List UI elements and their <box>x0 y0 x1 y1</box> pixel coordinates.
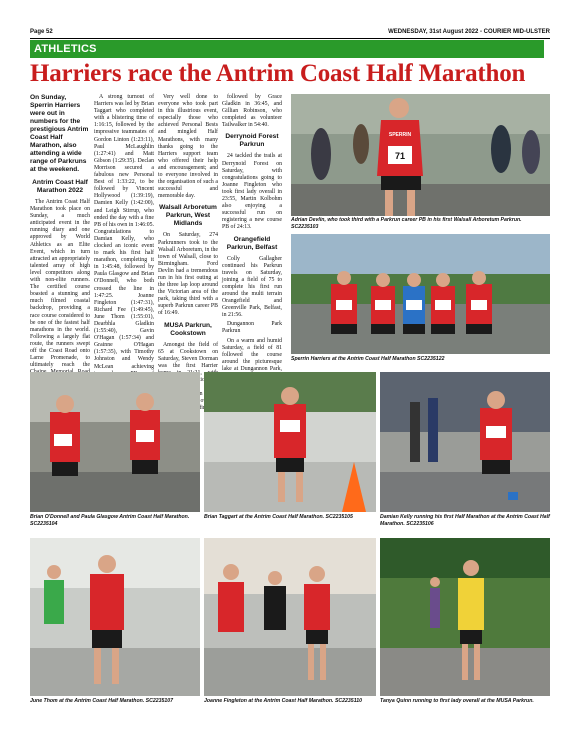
photo-brian-taggart <box>204 372 376 512</box>
photo-sperrin-group <box>291 234 550 354</box>
headline: Harriers race the Antrim Coast Half Marathon <box>30 60 526 87</box>
photo-odonnell-glasgow <box>30 372 200 512</box>
photo-caption: June Thom at the Antrim Coast Half Marathon. SC2235107 <box>30 698 174 704</box>
article-paragraph: Dungannon Park Parkrun <box>222 321 282 335</box>
article-intro: On Sunday, Sperrin Harriers were out in numbers for the prestigious Antrim Coast Half Marathon, also attending a wide range of Parkruns at the weekend. <box>30 94 89 173</box>
article-paragraph: On a warm and humid Saturday, a field of 81 followed the course around the picturesque lake at Dungannon Park, <box>222 337 282 372</box>
subhead-orangefield: Orangefield Parkrun, Belfast <box>226 235 278 251</box>
article-paragraph: followed by Grace Gladkin in 36:45, and Gillian Robinson, who completed as volunteer Tailwalker in 54:40. <box>222 94 282 129</box>
photo-caption: Joanne Fingleton at the Antrim Coast Half Marathon. SC2235110 <box>204 698 362 704</box>
runner-bib: 71 <box>394 151 406 161</box>
article-paragraph: A strong turnout of Harriers was led by Brian Taggart who completed with a blistering time of 1:16:15, followed by the impressive teammates of Gordon Linton (1:23:11), Paul McLaughlin (1:27:41) and Matt Gibson (1:29:35). Declan Morrison secured a fabulous new Personal Best of 1:33:22, to be followed by Vincent Hollywood (1:39:19), Damien Kelly (1:42:00), and Leigh Stirrup, who ended the day with a fine PB of his own in 1:46:05. Congratulations to Damian Kelly, who clocked an iconic event to mark his first half marathon, completing it in 1:45:48, followed by Paula Glasgow and Brian O'Donnell, who both crossed the line in 1:47:25. Joanne Fingleton (1:47:31), Richard Fee (1:49:45), June Thom (1:55:01), Dearbhla Gladkin (1:55:40), Gavin O'Hagan (1:57:34) and Grainne O'Hagan (1:57:35), with Timothy Johnston and Wendy McLean achieving <box>94 94 154 370</box>
photo-caption: Damian Kelly running his first Half Marathon at the Antrim Coast Half Marathon. SC2235106 <box>380 514 550 527</box>
photo-caption: Adrian Devlin, who took third with a Parkrun career PB in his first Walsall Arboretum Parkrun. SC2235103 <box>291 217 522 230</box>
vest-text: SPERRIN <box>388 132 412 138</box>
article-paragraph: Colly Gallagher continued his Parkrun travels on Saturday, joining a field of 75 to complete his first run around the multi terrain Orangefield and Greenville Park, Belfast, in 21:56. <box>222 255 282 319</box>
photo-joanne-fingleton <box>204 538 376 696</box>
page-number: Page 52 <box>30 29 53 35</box>
photo-caption: Sperrin Harriers at the Antrim Coast Half Marathon SC2235122 <box>291 356 445 362</box>
photo-caption: Brian Taggart at the Antrim Coast Half Marathon. SC2235105 <box>204 514 353 520</box>
page-header <box>30 26 550 38</box>
subhead-antrim: Antrim Coast Half Marathon 2022 <box>32 179 88 194</box>
header-rule <box>30 38 550 39</box>
section-title: ATHLETICS <box>34 43 97 55</box>
section-band <box>30 40 550 58</box>
article-column-2 <box>94 94 154 372</box>
photo-adrian-devlin <box>291 94 550 216</box>
subhead-derrynoid: Derrynoid Forest Parkrun <box>225 133 279 149</box>
article-paragraph: The Antrim Coast Half Marathon took place on Sunday, a much anticipated event in the running diary and one approved by World Athletics as an Elite Event, which in turn attracted an appropriately talented array of high level competitors along with non-elite runners. The certified course boasted a stunning and much filmed coastal backdrop, providing a race course considered to be one of the fastest half marathons in the world. Following a largely flat route, the runners swept off the Coast Road onto Larne Promenade, to ultimately reach the <box>30 199 90 369</box>
article-paragraph: Very well done to everyone who took part in this illustrious event, especially those who achieved Personal Bests and mingled Half Marathons, with many thanks going to the Harriers support team who offered their help and encouragement; and to everyone involved in the organisation of such a successful and memorable day. <box>158 94 218 200</box>
article-paragraph: 24 tackled the trails at Derrynoid Forest on Saturday, with congratulations going to Joanne Fingleton who took first lady overall in 23:55, Martin Kolbohm also enjoying a successful run on registering a new course PB of 24:13. <box>222 153 282 231</box>
subhead-walsall: Walsall Arboretum Parkrun, West Midlands <box>159 204 217 228</box>
article-column-3 <box>158 94 218 398</box>
photo-caption: Tanya Quinn running to first lady overall at the MUSA Parkrun. <box>380 698 534 704</box>
issue-date: WEDNESDAY, 31st August 2022 - COURIER MID-ULSTER <box>388 29 550 35</box>
article-paragraph: Amongst the field of 65 at Cookstown on Saturday, Steven Dorman was the first Harrier in <box>158 341 218 398</box>
article-paragraph: On Saturday, 274 Parkrunners took to the Walsall Arboretum, in the town of Walsall, close to Birmingham. Ford Devlin had a tremendous run in his first outing at the three lap loop around the Victorian area of the park, taking third with a superb Parkrun career PB of 16:49. <box>158 232 218 317</box>
photo-damian-kelly <box>380 372 550 512</box>
subhead-musa: MUSA Parkrun, Cookstown <box>164 321 212 337</box>
section-band-corner <box>544 40 550 58</box>
photo-caption: Brian O'Donnell and Paula Glasgow Antrim Coast Half Marathon. SC2235104 <box>30 514 190 527</box>
article-column-4 <box>222 94 282 372</box>
photo-june-thom <box>30 538 200 696</box>
photo-tanya-quinn <box>380 538 550 696</box>
